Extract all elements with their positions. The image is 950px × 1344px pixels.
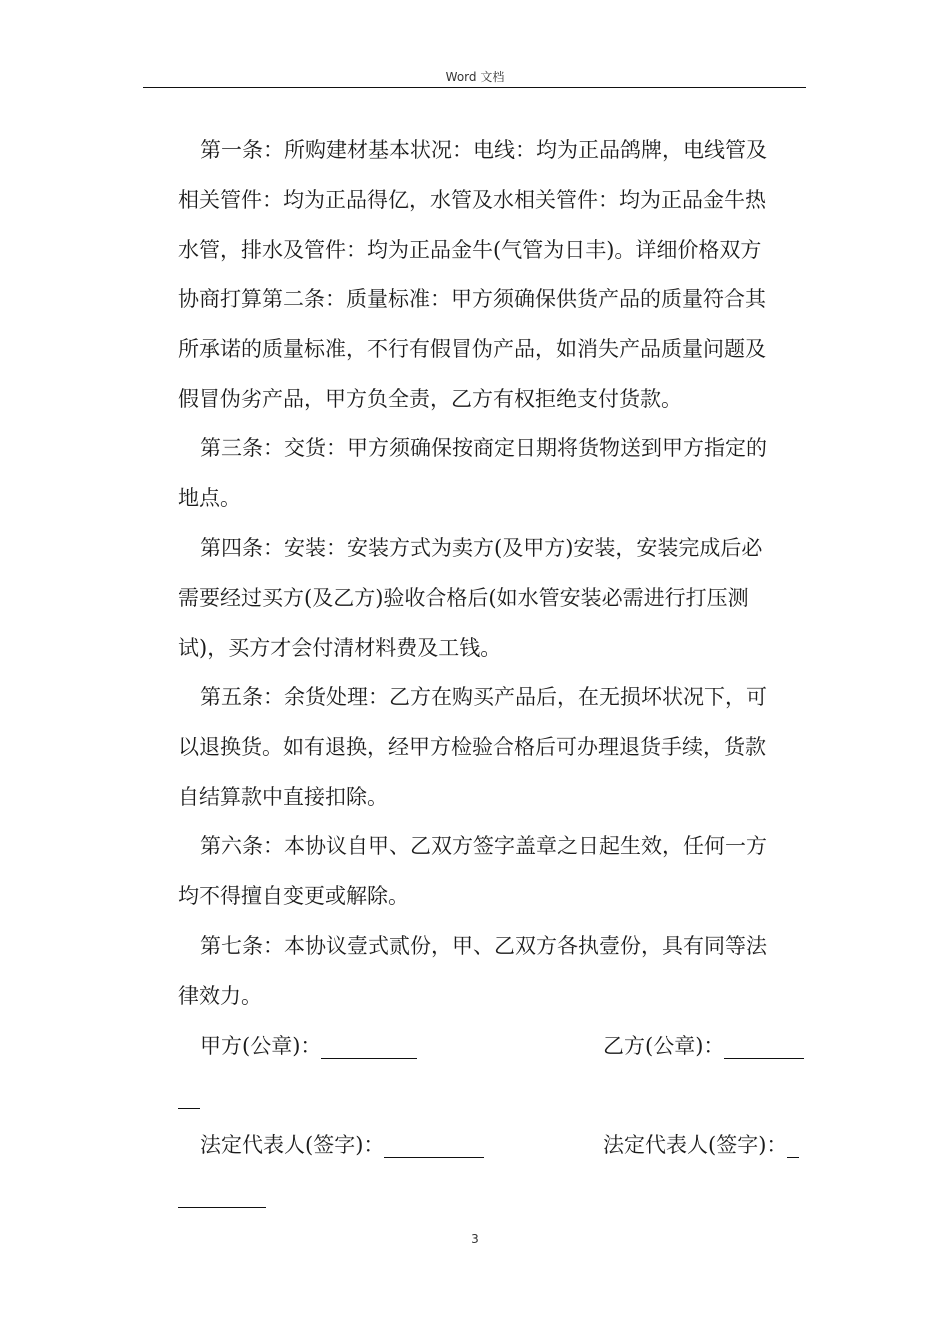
article-7-line-1: 第七条：本协议壹式贰份，甲、乙双方各执壹份，具有同等法: [200, 934, 767, 958]
party-b-seal-field: [603, 1026, 804, 1066]
party-b-rep-blank: [787, 1133, 799, 1158]
party-b-seal-label: 乙方(公章)：: [603, 1034, 725, 1058]
party-a-seal-label: 甲方(公章)：: [200, 1034, 322, 1058]
article-5-line-3: 自结算款中直接扣除。: [178, 785, 388, 809]
article-1-line-3: 水管，排水及管件：均为正品金牛(气管为日丰)。详细价格双方: [178, 238, 762, 262]
party-a-rep-blank: [384, 1133, 484, 1158]
party-a-rep-field: [200, 1125, 484, 1165]
article-2-line-3: 假冒伪劣产品，甲方负全责，乙方有权拒绝支付货款。: [178, 387, 682, 411]
party-b-seal-blank: [724, 1034, 804, 1059]
article-1-line-2: 相关管件：均为正品得亿，水管及水相关管件：均为正品金牛热: [178, 188, 766, 212]
article-4-line-1: 第四条：安装：安装方式为卖方(及甲方)安装，安装完成后必: [200, 536, 763, 560]
article-6-line-2: 均不得擅自变更或解除。: [178, 884, 409, 908]
article-3-line-1: 第三条：交货：甲方须确保按商定日期将货物送到甲方指定的: [200, 436, 767, 460]
party-a-seal-blank: [321, 1034, 417, 1059]
party-b-rep-label: 法定代表人(签字)：: [603, 1133, 788, 1157]
party-b-seal-blank-continued: [178, 1076, 200, 1116]
party-b-rep-blank-continued: [178, 1175, 266, 1215]
article-6-line-1: 第六条：本协议自甲、乙双方签字盖章之日起生效，任何一方: [200, 834, 767, 858]
article-1-line-1: 第一条：所购建材基本状况：电线：均为正品鸽牌，电线管及: [200, 138, 767, 162]
article-2-line-2: 所承诺的质量标准，不行有假冒伪产品，如消失产品质量问题及: [178, 337, 766, 361]
article-3-line-2: 地点。: [178, 486, 241, 510]
page-header: Word 文档: [445, 70, 505, 84]
page-number: 3: [471, 1232, 479, 1246]
party-a-seal-field: [200, 1026, 417, 1066]
article-4-line-3: 试)，买方才会付清材料费及工钱。: [178, 636, 502, 660]
article-5-line-1: 第五条：余货处理：乙方在购买产品后，在无损坏状况下，可: [200, 685, 767, 709]
article-4-line-2: 需要经过买方(及乙方)验收合格后(如水管安装必需进行打压测: [178, 586, 749, 610]
article-1-line-4: 协商打算第二条：质量标准：甲方须确保供货产品的质量符合其: [178, 287, 766, 311]
article-7-line-2: 律效力。: [178, 984, 262, 1008]
party-a-rep-label: 法定代表人(签字)：: [200, 1133, 385, 1157]
party-b-rep-field: [603, 1125, 799, 1165]
header-divider: [143, 87, 806, 88]
article-5-line-2: 以退换货。如有退换，经甲方检验合格后可办理退货手续，货款: [178, 735, 766, 759]
